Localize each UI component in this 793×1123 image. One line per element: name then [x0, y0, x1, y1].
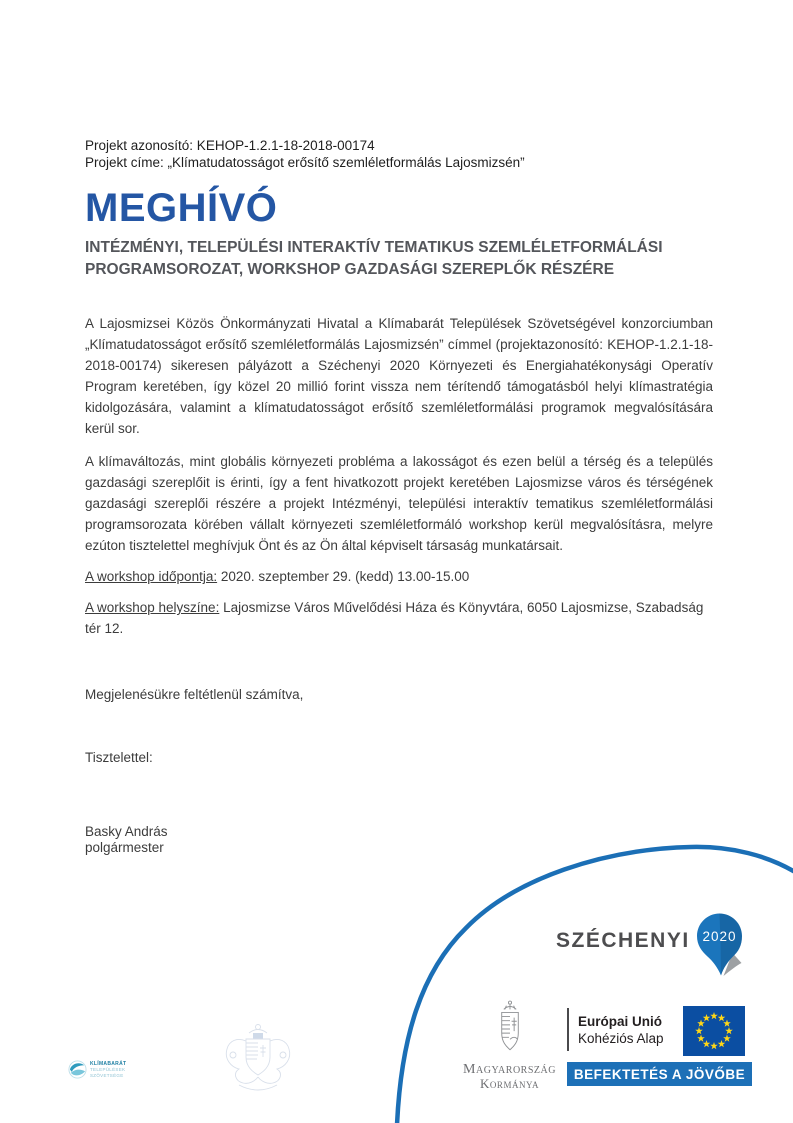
subtitle-line-2: PROGRAMSOROZAT, WORKSHOP GAZDASÁGI SZEREPLŐK RÉSZÉRE — [85, 261, 615, 278]
eu-block-divider — [567, 1008, 569, 1051]
klimabarat-globe-icon — [68, 1060, 87, 1079]
klimabarat-line-2: TELEPÜLÉSEK — [90, 1067, 126, 1072]
szechenyi-2020-logo — [556, 912, 745, 982]
paragraph-invitation: A klímaváltozás, mint globális környezeti probléma a lakosságot és ezen belül a térség és a település gazdasági szereplőit is érinti, így a fent hivatkozott projekt keretében Lajosmizse város és térségének gazdasági szereplői részére a projekt Intézményi, települési interaktív tematikus szemléletformálási programsorozata körében vállalt környezeti szemléletformáló workshop kerül megvalósításra, melyre ezúton tisztelettel meghívjuk Önt és az Ön által képviselt társaság munkatársait. — [85, 454, 713, 553]
workshop-location-line — [85, 597, 713, 639]
paragraph-project-intro: A Lajosmizsei Közös Önkormányzati Hivatal a Klímabarát Települések Szövetségével konzorciumban „Klímatudatosságot erősítő szemléletformálás Lajosmizsén” címmel (projektazonosító: KEHOP-1.2.1-18-2018-00174) sikeresen pályázott a Széchenyi 2020 Környezeti és Energiahatékonysági Operatív Program keretében, így közel 20 millió forint vissza nem térítendő támogatásból helyi klímastratégia kidolgozására, valamint a klímatudatosságot erősítő szemléletformálási programok megvalósítására kerül sor. — [85, 316, 713, 436]
subtitle-line-1: INTÉZMÉNYI, TELEPÜLÉSI INTERAKTÍV TEMATIKUS SZEMLÉLETFORMÁLÁSI — [85, 239, 663, 256]
page-title: MEGHÍVÓ — [85, 186, 278, 230]
eu-line-2: Kohéziós Alap — [578, 1031, 664, 1046]
letter-body — [85, 137, 713, 856]
szechenyi-2020-pin-icon — [696, 913, 745, 981]
signer-name: Basky András — [85, 824, 168, 839]
szechenyi-year-text: 2020 — [702, 929, 737, 944]
workshop-date-value: 2020. szeptember 29. (kedd) 13.00-15.00 — [217, 569, 470, 584]
government-line-2: Kormánya — [480, 1076, 539, 1091]
salutation-line: Tisztelettel: — [85, 750, 153, 765]
government-line-1: Magyarország — [463, 1062, 556, 1077]
hungarian-government-logo — [452, 1000, 567, 1091]
eu-flag-icon — [683, 1006, 745, 1056]
closing-line: Megjelenésükre feltétlenül számítva, — [85, 687, 304, 702]
klimabarat-logo — [68, 1060, 126, 1079]
workshop-date-label: A workshop időpontja: — [85, 569, 218, 584]
workshop-date-line — [85, 566, 713, 587]
coat-of-arms-watermark-icon — [219, 1021, 297, 1097]
klimabarat-text — [90, 1060, 126, 1078]
eu-fund-label — [578, 1013, 664, 1047]
szechenyi-wordmark: SZÉCHENYI — [556, 929, 690, 952]
workshop-location-value: Lajosmizse Város Művelődési Háza és Könyvtára, 6050 Lajosmizse, Szabadság tér 12. — [85, 600, 704, 636]
government-wordmark — [452, 1063, 567, 1091]
workshop-location-label: A workshop helyszíne: — [85, 600, 220, 615]
page-subtitle — [85, 237, 713, 281]
signature-block — [85, 824, 713, 856]
project-id-line: Projekt azonosító: KEHOP-1.2.1-18-2018-00174 — [85, 138, 375, 153]
hungary-coat-of-arms-icon — [493, 1000, 527, 1058]
project-title-line: Projekt címe: „Klímatudatosságot erősítő szemléletformálás Lajosmizsén” — [85, 155, 525, 170]
eu-line-1: Európai Unió — [578, 1014, 662, 1029]
investment-in-future-banner: BEFEKTETÉS A JÖVŐBE — [567, 1062, 752, 1086]
klimabarat-line-3: SZÖVETSÉGE — [90, 1072, 124, 1078]
klimabarat-line-1: KLÍMABARÁT — [90, 1061, 127, 1067]
signer-title: polgármester — [85, 840, 164, 855]
